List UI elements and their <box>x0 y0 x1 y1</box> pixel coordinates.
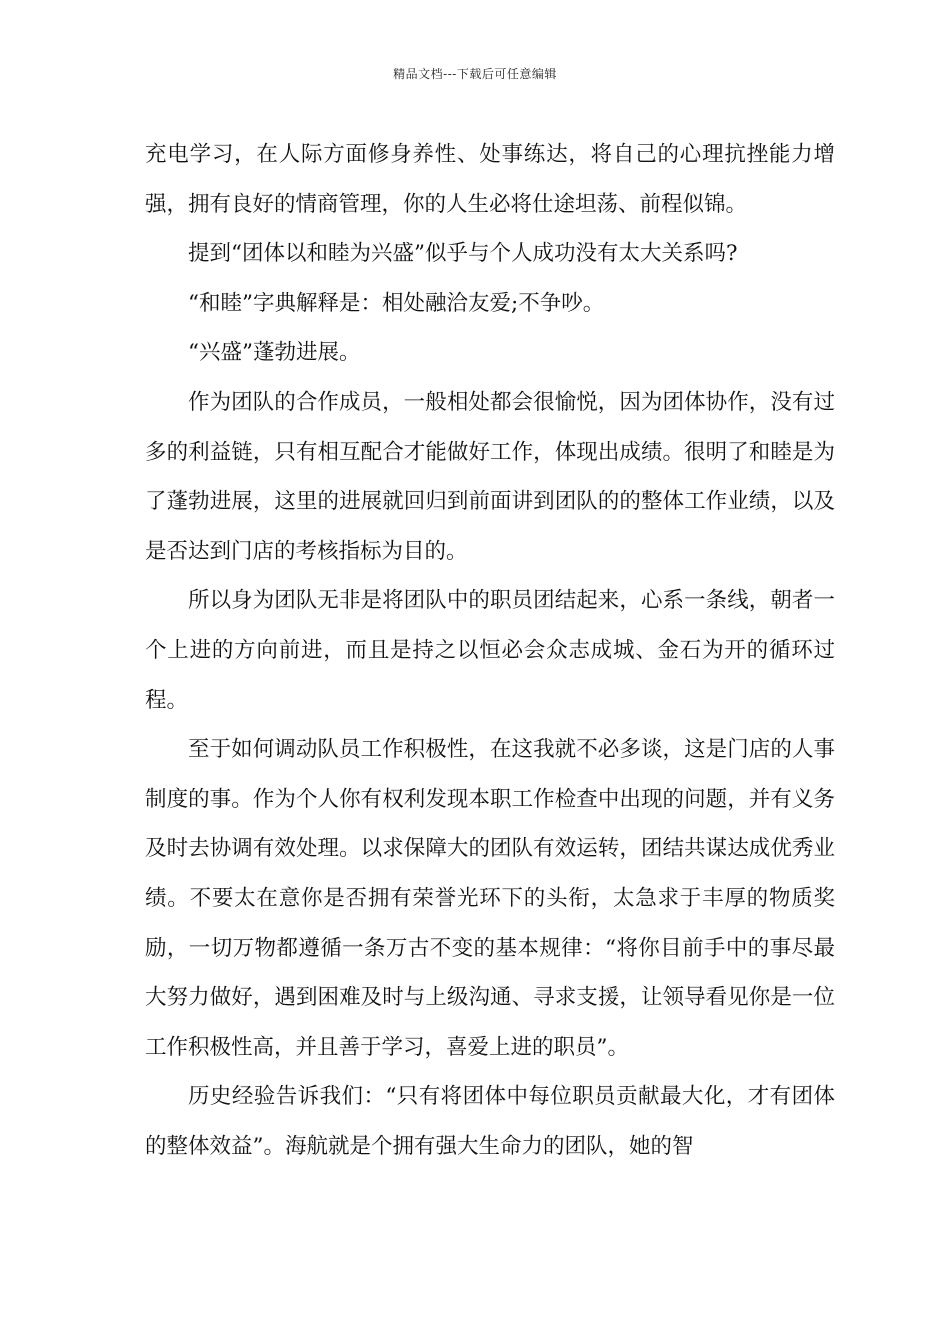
paragraph-8: 历史经验告诉我们：“只有将团体中每位职员贡献最大化，才有团体的整体效益”。海航就是个拥有强大生命力的团队，她的智 <box>145 1084 835 1159</box>
document-body <box>145 130 835 1171</box>
paragraph-3: “和睦”字典解释是：相处融洽友爱;不争吵。 <box>188 290 605 316</box>
paragraph-4: “兴盛”蓬勃进展。 <box>188 340 361 366</box>
paragraph-7: 至于如何调动队员工作积极性，在这我就不必多谈，这是门店的人事制度的事。作为个人你有权利发现本职工作检查中出现的问题，并有义务及时去协调有效处理。以求保障大的团队有效运转，团结共谋达成优秀业绩。不要太在意你是否拥有荣誉光环下的头衔，太急求于丰厚的物质奖励，一切万物都遵循一条万古不变的基本规律：“将你目前手中的事尽最大努力做好，遇到困难及时与上级沟通、寻求支援，让领导看见你是一位工作积极性高，并且善于学习，喜爱上进的职员”。 <box>145 737 835 1060</box>
page-header: 精品文档---下载后可任意编辑 <box>393 67 557 81</box>
paragraph-5: 作为团队的合作成员，一般相处都会很愉悦，因为团体协作，没有过多的利益链，只有相互配合才能做好工作，体现出成绩。很明了和睦是为了蓬勃进展，这里的进展就回归到前面讲到团队的的整体工作业绩，以及是否达到门店的考核指标为目的。 <box>145 389 835 564</box>
paragraph-6: 所以身为团队无非是将团队中的职员团结起来，心系一条线，朝者一个上进的方向前进，而且是持之以恒必会众志成城、金石为开的循环过程。 <box>145 588 835 713</box>
paragraph-2: 提到“团体以和睦为兴盛”似乎与个人成功没有太大关系吗? <box>188 241 738 267</box>
paragraph-1: 充电学习，在人际方面修身养性、处事练达，将自己的心理抗挫能力增强，拥有良好的情商管理，你的人生必将仕途坦荡、前程似锦。 <box>145 142 835 217</box>
